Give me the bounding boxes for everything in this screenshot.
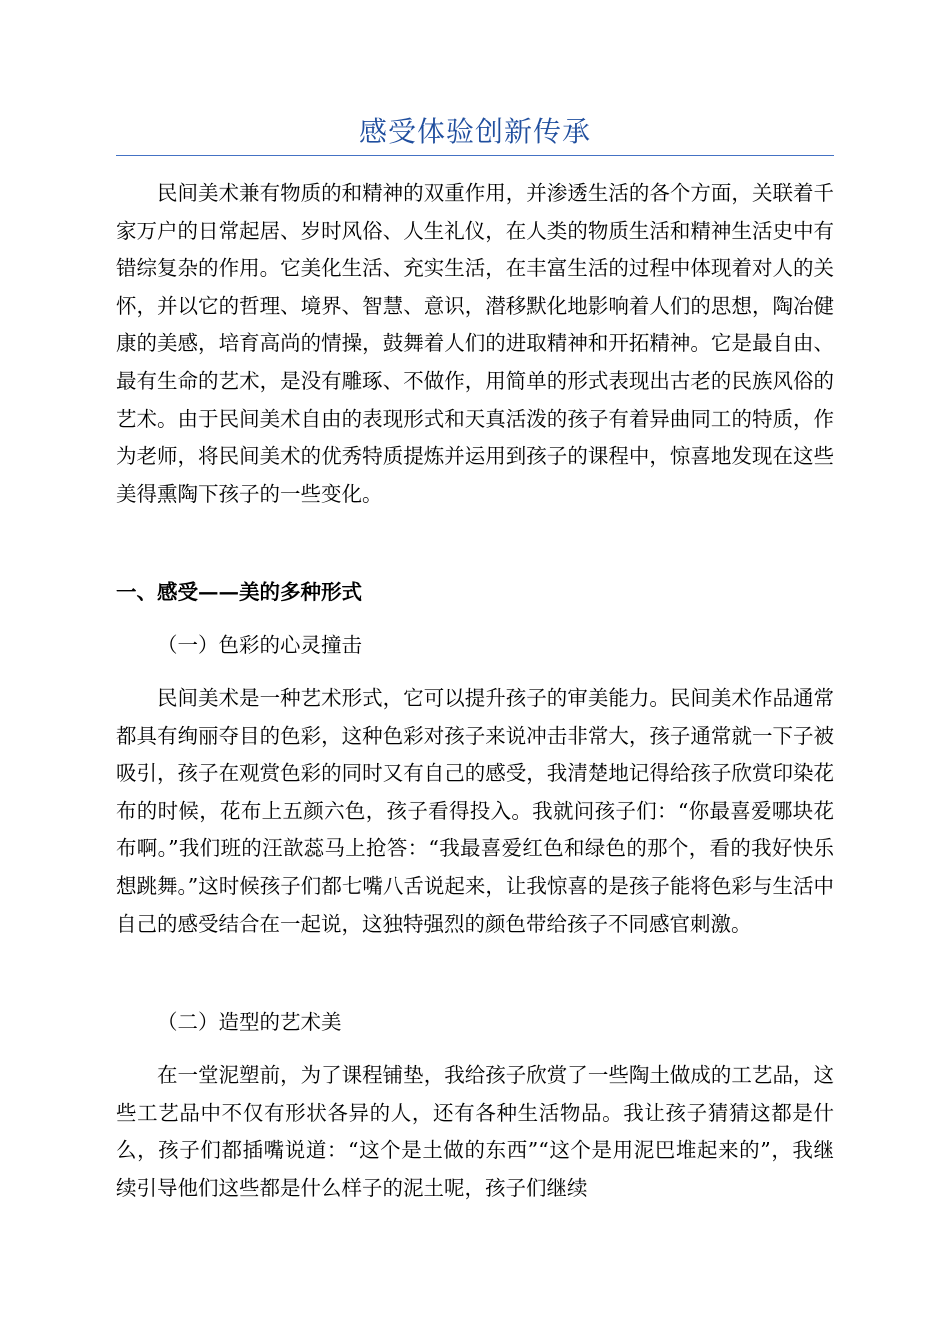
document-title: 感受体验创新传承 bbox=[358, 115, 591, 148]
title-underline bbox=[116, 155, 834, 156]
intro-paragraph: 民间美术兼有物质的和精神的双重作用，并渗透生活的各个方面，关联着千家万户的日常起居、岁时风俗、人生礼仪，在人类的物质生活和精神生活史中有错综复杂的作用。它美化生活、充实生活，在丰富生活的过程中体现着对人的关怀，并以它的哲理、境界、智慧、意识，潜移默化地影响着人们的思想，陶冶健康的美感，培育高尚的情操，鼓舞着人们的进取精神和开拓精神。它是最自由、最有生命的艺术，是没有雕琢、不做作，用简单的形式表现出古老的民族风俗的艺术。由于民间美术自由的表现形式和天真活泼的孩子有着异曲同工的特质，作为老师，将民间美术的优秀特质提炼并运用到孩子的课程中，惊喜地发现在这些美得熏陶下孩子的一些变化。 bbox=[116, 181, 834, 506]
section-heading-1: 一、感受——美的多种形式 bbox=[116, 580, 362, 604]
subsection-heading-color: （一）色彩的心灵撞击 bbox=[157, 633, 362, 657]
paragraph-form: 在一堂泥塑前，为了课程铺垫，我给孩子欣赏了一些陶土做成的工艺品，这些工艺品中不仅有形状各异的人，还有各种生活物品。我让孩子猜猜这都是什么，孩子们都插嘴说道：“这个是土做的东西”“这个是用泥巴堆起来的”，我继续引导他们这些都是什么样子的泥土呢，孩子们继续 bbox=[116, 1063, 834, 1200]
subsection-heading-form: （二）造型的艺术美 bbox=[157, 1010, 342, 1034]
paragraph-color: 民间美术是一种艺术形式，它可以提升孩子的审美能力。民间美术作品通常都具有绚丽夺目的色彩，这种色彩对孩子来说冲击非常大，孩子通常就一下子被吸引，孩子在观赏色彩的同时又有自己的感受，我清楚地记得给孩子欣赏印染花布的时候，花布上五颜六色，孩子看得投入。我就问孩子们：“你最喜爱哪块花布啊。”我们班的汪歆蕊马上抢答：“我最喜爱红色和绿色的那个，看的我好快乐想跳舞。”这时候孩子们都七嘴八舌说起来，让我惊喜的是孩子能将色彩与生活中自己的感受结合在一起说，这独特强烈的颜色带给孩子不同感官刺激。 bbox=[116, 686, 834, 936]
